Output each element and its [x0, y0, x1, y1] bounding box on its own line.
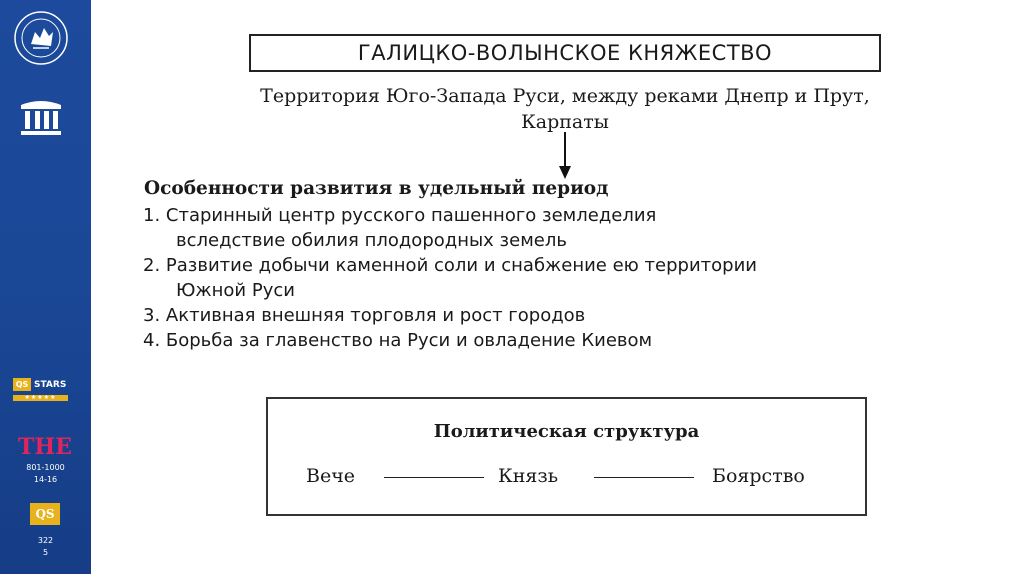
features-list	[143, 203, 1003, 353]
qs-mark: QS	[13, 378, 31, 391]
building-logo-icon	[19, 97, 63, 137]
sidebar	[0, 0, 91, 574]
diagram-title: ГАЛИЦКО-ВОЛЫНСКОЕ КНЯЖЕСТВО	[357, 41, 773, 65]
the-rank-1: 801-1000	[26, 463, 65, 472]
feature-item	[143, 203, 1003, 253]
structure-item-boyarstvo: Боярство	[712, 465, 805, 487]
qs-rank-2: 5	[42, 548, 49, 557]
structure-title: Политическая структура	[433, 421, 700, 442]
qs-logo: QS	[30, 503, 60, 525]
the-rank-2: 14-16	[33, 475, 58, 484]
features-heading: Особенности развития в удельный период	[144, 178, 609, 199]
stars-label: STARS	[34, 379, 67, 390]
down-arrow-icon	[557, 132, 573, 180]
feature-line-cont: Южной Руси	[176, 280, 295, 301]
structure-item-knyaz: Князь	[498, 465, 559, 487]
the-logo-icon	[18, 430, 72, 460]
qs-stars-badge	[13, 378, 79, 414]
structure-item-veche: Вече	[306, 465, 356, 487]
feature-item	[143, 328, 1003, 353]
qs-rank-1: 322	[37, 536, 54, 545]
feature-line: 4. Борьба за главенство на Руси и овладение Киевом	[143, 330, 653, 351]
structure-connector	[384, 477, 484, 478]
political-structure-box	[266, 397, 867, 516]
crest-logo-icon	[13, 10, 69, 66]
diagram-title-box	[249, 34, 881, 72]
territory-text	[150, 83, 980, 135]
feature-line: 2. Развитие добычи каменной соли и снабжение ею территории	[143, 255, 757, 276]
structure-connector	[594, 477, 694, 478]
feature-line-cont: вследствие обилия плодородных земель	[176, 230, 567, 251]
territory-line-1: Территория Юго-Запада Руси, между реками Днепр и Прут,	[260, 85, 870, 107]
feature-item	[143, 303, 1003, 328]
the-label: THE	[18, 434, 72, 460]
feature-line: 1. Старинный центр русского пашенного земледелия	[143, 205, 657, 226]
feature-item	[143, 253, 1003, 303]
feature-line: 3. Активная внешняя торговля и рост городов	[143, 305, 586, 326]
territory-line-2: Карпаты	[521, 111, 609, 133]
stars-rating: ★★★★★	[13, 395, 68, 401]
